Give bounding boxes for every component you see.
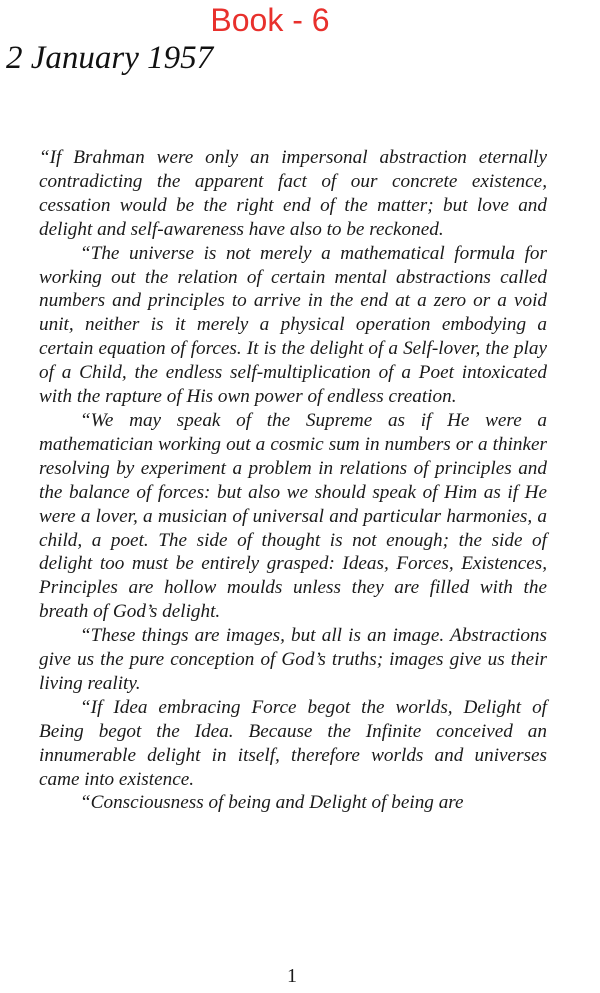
paragraph: “We may speak of the Supreme as if He were a mathematician working out a cosmic sum in numbers or a thinker resolving by experiment a problem in relations of principles and the balance of forces: but also we should speak of Him as if He were a lover, a musician of universal and particular harmonies, a child, a poet. The side of thought is not enough; the side of delight too must be entirely grasped: Ideas, Forces, Existences, Principles are hollow moulds unless they are filled with the breath of God’s delight. [39,409,547,623]
page-title: 2 January 1957 [6,40,214,76]
paragraph: “If Brahman were only an impersonal abstraction eternally contradicting the apparent fact of our concrete existence, cessation would be the right end of the matter; but love and delight and self-awareness have also to be reckoned. [39,147,547,240]
paragraph: “These things are images, but all is an image. Abstractions give us the pure conception of God’s truths; images give us their living reality. [39,625,547,694]
body-text [39,146,547,815]
paragraph: “Consciousness of being and Delight of being are [80,792,464,814]
book-label: Book - 6 [210,2,330,38]
paragraph: “If Idea embracing Force begot the worlds, Delight of Being begot the Idea. Because the Infinite conceived an innumerable delight in itself, therefore worlds and universes came into existence. [39,696,547,790]
paragraph: “The universe is not merely a mathematical formula for working out the relation of certain mental abstractions called numbers and principles to arrive in the end at a zero or a void unit, neither is it merely a physical operation embodying a certain equation of forces. It is the delight of a Self-lover, the play of a Child, the endless self-multiplication of a Poet intoxicated with the rapture of His own power of endless creation. [39,242,547,408]
page-number: 1 [287,965,297,987]
